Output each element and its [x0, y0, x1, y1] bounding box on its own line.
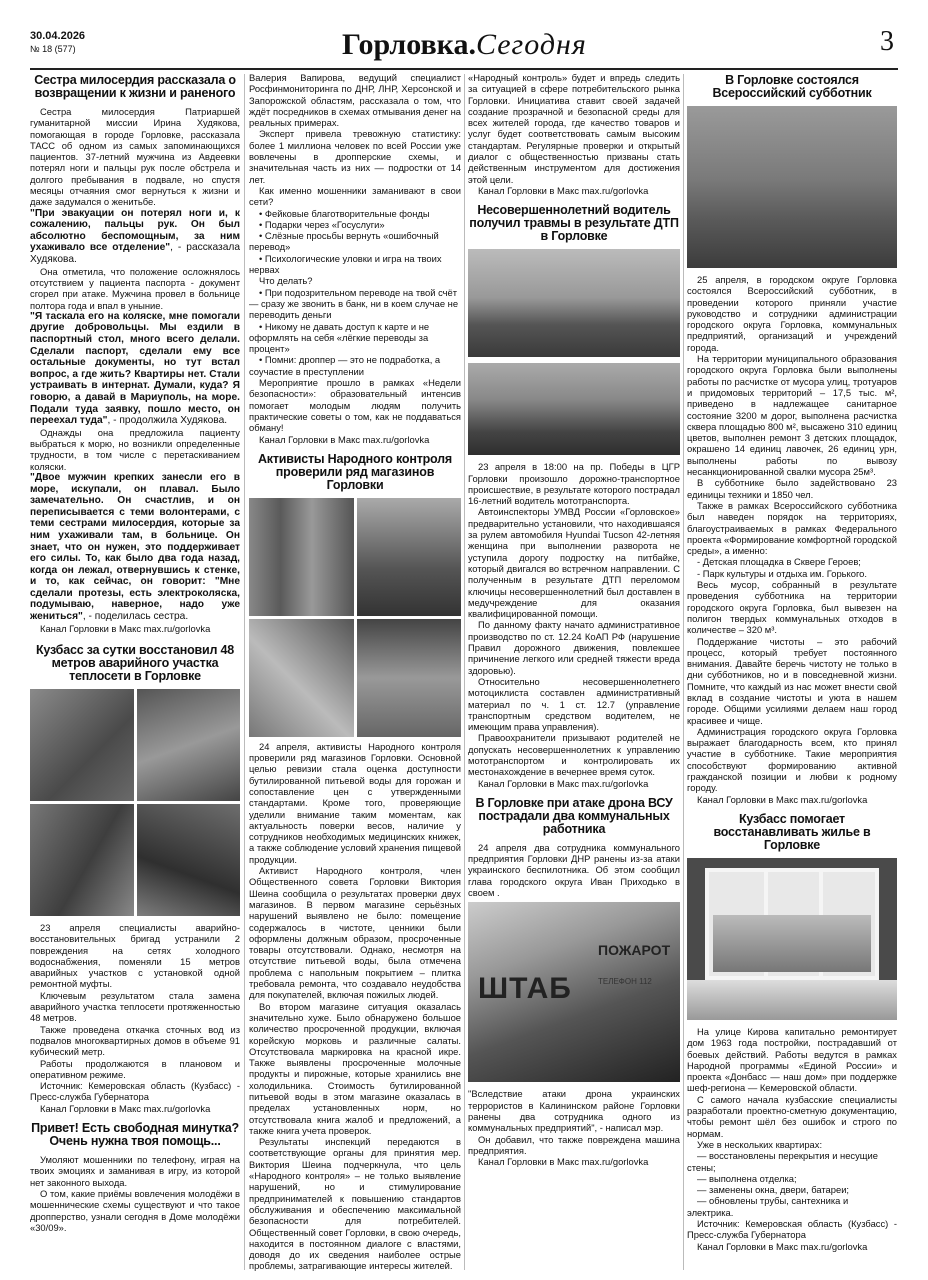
article-quote — [30, 472, 240, 623]
article-paragraph: Валерия Вапирова, ведущий специалист Росфинмониторинга по ДНР, ЛНР, Херсонской и Запорожской областям, рассказала о том, что ждёт посредников в схемах отмывания денег на реальных примерах. — [249, 72, 461, 129]
column-3 — [468, 72, 680, 1272]
article-title-subbotnik: В Горловке состоялся Всероссийский субботник — [712, 73, 872, 100]
article-quote — [468, 1088, 680, 1133]
article-paragraph: Также проведена откачка сточных вод из подвалов многоквартирных домов в объеме 91 кубический метр. — [30, 1023, 240, 1058]
article-paragraph: Ключевым результатом стала замена аварийного участка теплосети протяженностью 48 метров. — [30, 989, 240, 1024]
photo-motorbike — [468, 363, 680, 455]
issue-number: № 18 (577) — [30, 44, 76, 54]
fraud-advice-list — [249, 287, 461, 377]
article-paragraph: Что делать? — [259, 275, 313, 287]
list-item: - Детская площадка в Сквере Героев; — [697, 556, 861, 568]
issue-date: 30.04.2026 — [30, 30, 86, 42]
article-title-control: Активисты Народного контроля проверили ряд магазинов Горловки — [257, 451, 453, 492]
article-title-fraud: Привет! Есть свободная минутка? Очень нужна твоя помощь... — [31, 1121, 239, 1149]
article-paragraph: Умоляют мошенники по телефону, играя на твоих эмоциях и заманивая в игру, из которой нет законного выхода. — [30, 1154, 240, 1188]
list-item: — восстановлены перекрытия и несущие стены; — [687, 1150, 878, 1173]
masthead — [30, 28, 898, 70]
article-paragraph: Он добавил, что также повреждена машина предприятия. — [468, 1133, 680, 1156]
truck-lettering: ТЕЛЕФОН 112 — [598, 977, 652, 987]
article-source: Канал Горловки в Макс max.ru/gorlovka — [697, 793, 868, 805]
window-sill — [687, 980, 897, 1020]
photo-renovated-window — [687, 858, 897, 1020]
photo-subbotnik-yard — [687, 106, 897, 268]
article-paragraph: 25 апреля, в городском округе Горловка состоялся Всероссийский субботник, в проведении которого приняли участие руководство и сотрудники администрации городского округа Горловка, коммунальных предприятий, организаций и учреждений города. — [687, 274, 897, 353]
quote-text: "Вследствие атаки дрона украинских террористов в Калининском районе Горловки ранены два сотрудника одного из коммунальных предприятий" — [468, 1088, 680, 1134]
list-item: — заменены окна, двери, батареи; — [697, 1184, 850, 1196]
quote-attribution: , - рассказала Худякова. — [30, 242, 240, 266]
article-paragraph: Правоохранители призывают родителей не допускать несовершеннолетних к управлению мототранспортом и контролировать их местонахождение в вечернее время суток. — [468, 732, 680, 778]
fraud-tactics-list — [249, 208, 461, 276]
article-paragraph: По данному факту начато административное производство по ст. 12.24 КоАП РФ (нарушение Правил дорожного движения, повлекшее причинение легкого или средней тяжести вреда здоровью). — [468, 619, 680, 676]
logo-italic: Сегодня — [476, 28, 587, 61]
article-paragraph: 24 апреля, активисты Народного контроля проверили ряд магазинов Горловки. Основной целью ревизии стала оценка доступности бутилированной питьевой воды для горожан и сопоставление цен с утвержденными стандартами. Кроме того, проверяющие уделили внимание таким моментам, как актуальность поверки весов, наличие у сотрудников необходимых медицинских книжек, а также соблюдение условий хранения пищевой продукции. — [249, 740, 461, 865]
article-paragraph: Весь мусор, собранный в результате проведения субботника на территории городского округа Горловка, был вывезен на полигон твердых коммунальных отходов в количестве – 320 м³. — [687, 579, 897, 636]
article-paragraph: «Народный контроль» будет и впредь следить за ситуацией в сфере потребительского рынка Горловки. Инициатива ставит своей задачей создание прозрачной и безопасной среды для всех жителей города, где качество товаров и услуг будет соответствовать самым высоким стандартам. Регулярные проверки и открытый диалог с общественностью призваны стать действенным инструментом для достижения этой цели. — [468, 72, 680, 185]
article-paragraph: С самого начала кузбасские специалисты разработали проектно-сметную документацию, чтобы ремонт шёл без ошибок и строго по нормам. — [687, 1093, 897, 1139]
article-paragraph: Автоинспекторы УМВД России «Горловское» предварительно установили, что находившаяся за рулем автомобиля Hyundai Tucson 42-летняя женщина при выполнении разворота не уступила дорогу подростку на питбайке, который двигался во встречном направлении. С полученным в результате ДТП переломом ключицы несовершеннолетний был доставлен в медучреждение для оказания квалифицированной помощи. — [468, 506, 680, 620]
list-item: — обновлены трубы, сантехника и электрика. — [687, 1195, 849, 1218]
article-paragraph: Сестра милосердия Патриаршей гуманитарной миссии Ирина Худякова, помогающая в городе Горловке, рассказала ТАСС об одном из самых запоминающихся пациентов. 37-летний мужчина из Авдеевки потерял ноги и пальцы рук после обстрела и долгого пребывания в подвале, но спустя месяцы отчаяния смог вернуться к жизни и даже задумался о женитьбе. — [30, 106, 240, 208]
list-item: • Слёзные просьбы вернуть «ошибочный перевод» — [249, 230, 439, 253]
article-paragraph: Мероприятие прошло в рамках «Недели безопасности»: образовательный интенсив помогает молодым людям получить практические советы о том, как не поддаваться обману! — [249, 377, 461, 434]
photo-store-shelves — [249, 498, 354, 616]
article-paragraph: Результаты инспекций передаются в соответствующие органы для принятия мер. Виктория Шеина подчеркнула, что цель «Народного контроля» – не только выявление нарушений, но и стимулирование предпринимателей к повышению стандартов обслуживания и обеспечению максимальной безопасности для потребителей. Общественный совет Горловки, в свою очередь, находится в постоянном диалоге с властями, доводя до их сведения наиболее острые проблемы, затрагивающие интересы жителей. — [249, 1136, 461, 1272]
article-source: Канал Горловки в Макс max.ru/gorlovka — [478, 1156, 649, 1168]
article-paragraph: Уже в нескольких квартирах: — [697, 1138, 823, 1150]
list-item: - Парк культуры и отдыха им. Горького. — [697, 567, 867, 579]
quote-attribution: , - написал мэр. — [594, 1122, 664, 1134]
article-source: Канал Горловки в Макс max.ru/gorlovka — [478, 184, 649, 196]
article-source: Канал Горловки в Макс max.ru/gorlovka — [259, 433, 430, 445]
list-item: • Никому не давать доступ к карте и не оформлять на себя «лёгкие переводы за процент» — [249, 320, 430, 355]
article-paragraph: 23 апреля в 18:00 на пр. Победы в ЦГР Горловки произошло дорожно-транспортное происшествие, в результате которого пострадал 16-летний водитель мототранспорта. — [468, 461, 680, 507]
list-item: • Психологические уловки и игра на твоих нервах — [249, 252, 442, 276]
article-paragraph: Эксперт привела тревожную статистику: более 1 миллиона человек по всей России уже вовлечены в дропперские схемы, и значительная часть из них — подростки от 14 лет. — [249, 128, 461, 185]
article-paragraph: Работы продолжаются в плановом и оперативном режиме. — [30, 1057, 240, 1080]
column-4 — [687, 72, 897, 1272]
window-frame — [705, 868, 879, 980]
housing-works-list — [687, 1150, 897, 1218]
column-1 — [30, 72, 240, 1272]
article-paragraph: Администрация городского округа Горловка выражает благодарность всем, кто принял участие в субботнике. Такие мероприятия способствуют формированию активной гражданской позиции и любви к родному городу. — [687, 725, 897, 794]
article-paragraph: Она отметила, что положение осложнялось отсутствием у пациента паспорта - документ сгорел при атаке. Мужчина провел в больнице полтора года и впал в уныние. — [30, 265, 240, 311]
article-paragraph: В субботнике было задействовано 23 единицы техники и 1850 чел. — [687, 477, 897, 500]
article-paragraph: Как именно мошенники заманивают в свои сети? — [249, 184, 461, 208]
article-paragraph: Однажды она предложила пациенту выбраться к морю, но возникли определенные трудности, в том числе с перетаскиванием коляски. — [30, 426, 240, 472]
newspaper-logo — [342, 28, 587, 62]
control-photo-collage — [249, 498, 461, 737]
truck-lettering: ШТАБ — [478, 972, 572, 1006]
list-item: • Подарки через «Госуслуги» — [259, 218, 385, 230]
photo-excavation — [137, 804, 241, 916]
subbotnik-locations-list — [687, 556, 897, 579]
quote-text: "Двое мужчин крепких занесли его в море, искупали, он плавал. Было замечательно. Он счастлив, и он переписывается с теми волонтерами, с теми сестрами милосердия, которые за ним ухаживали там, в больнице. Он знает, что он нужен, это поддерживает его силы. То, как было два года назад, когда он лежал, отвернувшись к стенке, и то, как сейчас, он говорит: "Мне сделали протезы, есть электроколяска, подумываю, наверное, надо уже жениться" — [30, 471, 240, 623]
list-item: • Фейковые благотворительные фонды — [259, 207, 430, 219]
column-2 — [249, 72, 461, 1272]
quote-text: "Я таскала его на коляске, мне помогали другие добровольцы. Мы ездили в паспортный стол, много всего делали. Сделали паспорт, сделали ему все остальные документы, но тут встал вопрос, а где жить? Квартиры нет. Стали устраивать в интернат. Думали, куда? Я говорю, а давай в Мариуполь, на море. Подали туда заявку, пошло место, он переехал туда" — [30, 310, 240, 427]
article-source: Канал Горловки в Макс max.ru/gorlovka — [697, 1240, 868, 1252]
article-title-dtp: Несовершеннолетний водитель получил травмы в результате ДТП в Горловке — [469, 203, 679, 244]
column-divider — [683, 74, 684, 1270]
logo-main: Горловка. — [342, 28, 477, 61]
article-title-heating: Кузбасс за сутки восстановил 48 метров аварийного участка теплосети в Горловке — [35, 642, 235, 683]
list-item: — выполнена отделка; — [697, 1172, 797, 1184]
article-paragraph: Источник: Кемеровская область (Кузбасс) - Пресс-служба Губернатора — [687, 1218, 897, 1241]
quote-text: "При эвакуации он потерял ноги и, к сожалению, пальцы рук. Он был абсолютно беспомощным, за ним ухаживало все отделение" — [30, 207, 240, 254]
photo-inspection — [249, 619, 354, 737]
article-title-drone: В Горловке при атаке дрона ВСУ пострадали два коммунальных работника — [475, 795, 673, 836]
photo-road-accident — [468, 249, 680, 357]
truck-lettering: ПОЖАРОТ — [598, 942, 671, 959]
article-paragraph: Также в рамках Всероссийского субботника был наведен порядок на территориях, благоустраиваемых в рамках Федерального проекта «Формирование комфортной городской среды», а именно: — [687, 499, 897, 557]
column-divider — [464, 74, 465, 1270]
list-item: • При подозрительном переводе на твой счёт — сразу же звонить в банк, ни в коем случае не переводить деньги — [249, 286, 459, 321]
article-title-housing: Кузбасс помогает восстанавливать жилье в Горловке — [713, 811, 871, 852]
heating-photo-collage — [30, 689, 240, 916]
article-source: Канал Горловки в Макс max.ru/gorlovka — [478, 777, 649, 789]
column-divider — [244, 74, 245, 1270]
article-paragraph: 23 апреля специалисты аварийно-восстановительных бригад устранили 2 повреждения на сетях холодного водоснабжения, поменяли 15 метров аварийных участков с установкой одной ремонтной муфты. — [30, 921, 240, 990]
article-title-nurse: Сестра милосердия рассказала о возвращении к жизни и раненого — [34, 73, 236, 100]
photo-fire-truck — [468, 902, 680, 1082]
photo-trench — [137, 689, 241, 801]
quote-attribution: , - продолжила Худякова. — [107, 415, 228, 427]
article-paragraph: Поддержание чистоты – это рабочий процесс, который требует постоянного внимания. Давайте беречь чистоту не только в дни субботников, но и в повседневной жизни. Помните, что каждый из нас может внести свой вклад в создание чистоты и уюта в нашем городе. Общими усилиями делаем наш город красивее и чище. — [687, 635, 897, 726]
article-paragraph: Относительно несовершеннолетнего мотоциклиста составлен административный материал по ч. 1 ст. 12.7 (управление транспортным средством водителем, не имеющим права управления). — [468, 675, 680, 733]
quote-attribution: , - поделилась сестра. — [82, 611, 189, 623]
photo-pipes — [30, 689, 134, 801]
article-paragraph: 24 апреля два сотрудника коммунального предприятия Горловки ДНР ранены из-за атаки украинского беспилотника. Об этом сообщил глава городского округа Иван Приходько в своем . — [468, 841, 680, 899]
page-number: 3 — [880, 26, 894, 57]
photo-shelf-products — [357, 619, 462, 737]
article-paragraph: Активист Народного контроля, член Общественного совета Горловки Виктория Шеина сообщила о результатах проверки двух магазинов. В первом магазине серьёзных нарушений выявлено не было: помещение содержалось в чистоте, ценники были оформлены должным образом, просроченные товары отсутствовали. Однако, несмотря на отсутствие питьевой воды, была отмечена проблема с напольным покрытием – плитка требовала ремонта, что создавало неудобства для покупателей, включая пожилых людей. — [249, 865, 461, 1001]
article-source: Канал Горловки в Макс max.ru/gorlovka — [40, 622, 211, 634]
article-quote — [30, 208, 240, 266]
article-paragraph: На территории муниципального образования городского округа Горловка были выполнены работы по расчистке от мусора улиц, тротуаров и придомовых территорий – 17,5 тыс. м², приведено в надлежащее санитарное состояние 3200 м дорог, выполнена расчистка сквера площадью 800 м², высажено 310 единиц цветов, выполнен ремонт 3 детских площадок, окрашено 14 единиц лавочек, 26 единиц урн, выполнены работы по вывозу несанкционированной свалки мусора 25м³. — [687, 353, 897, 478]
article-source: Канал Горловки в Макс max.ru/gorlovka — [40, 1102, 211, 1114]
photo-inspectors — [357, 498, 462, 616]
list-item: • Помни: дроппер — это не подработка, а соучастие в преступлении — [249, 354, 441, 377]
article-paragraph: На улице Кирова капитально ремонтирует дом 1963 года постройки, пострадавший от боевых действий. Работы ведутся в рамках Народной программы «Единой России» и проекта «Донбасс — наш дом» при поддержке шеф-региона — Кемеровской области. — [687, 1025, 897, 1094]
article-paragraph: Во втором магазине ситуация оказалась значительно хуже. Было обнаружено большое количество просроченной продукции, включая корейскую морковь и различные салаты. Отсутствовала маркировка на красной икре. Также выявлены просроченные молочные продукты и пирожные, которые хранились вне холодильника. Стоимость бутилированной питьевой воды в этом магазине оказалась в пределах установленных норм, но отсутствовала книга жалоб и предложений, а также книга учета проверок. — [249, 1000, 461, 1136]
article-quote — [30, 311, 240, 427]
article-paragraph: О том, какие приёмы вовлечения молодёжи в мошеннические схемы существуют и что такое дропперство, узнали сегодня в Доме молодёжи «30/09». — [30, 1187, 240, 1233]
article-paragraph: Источник: Кемеровская область (Кузбасс) - Пресс-служба Губернатора — [30, 1080, 240, 1103]
photo-workers — [30, 804, 134, 916]
